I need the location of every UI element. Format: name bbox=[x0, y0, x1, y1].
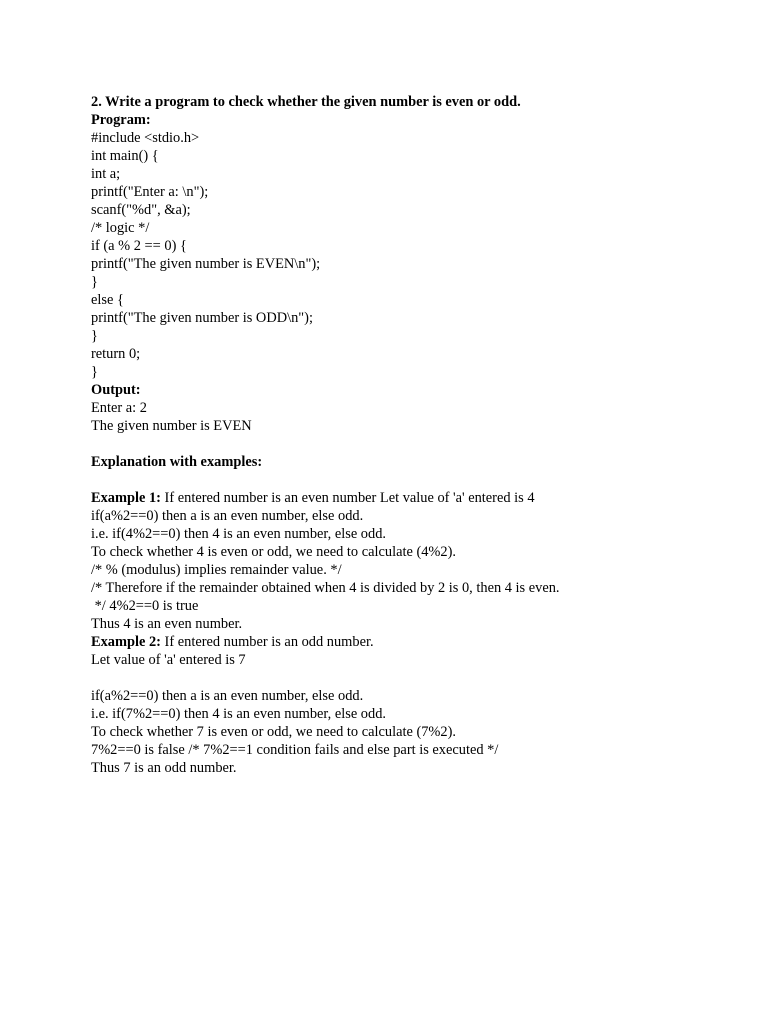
example2-label: Example 2: bbox=[91, 634, 161, 650]
code-line: } bbox=[91, 274, 98, 290]
question-heading: 2. Write a program to check whether the given number is even or odd. bbox=[91, 94, 521, 110]
code-line: #include <stdio.h> bbox=[91, 130, 200, 146]
code-line: printf("The given number is ODD\n"); bbox=[91, 310, 313, 326]
code-line: if (a % 2 == 0) { bbox=[91, 238, 187, 254]
example1-line: if(a%2==0) then a is an even number, else odd. bbox=[91, 508, 364, 524]
example2-line: Let value of 'a' entered is 7 bbox=[91, 652, 246, 668]
example1-first-line bbox=[91, 489, 731, 507]
example2-line: To check whether 7 is even or odd, we need to calculate (7%2). bbox=[91, 724, 457, 740]
document-content bbox=[91, 93, 731, 777]
code-line: scanf("%d", &a); bbox=[91, 202, 191, 218]
example1-intro: If entered number is an even number Let value of 'a' entered is 4 bbox=[160, 490, 535, 506]
code-line: else { bbox=[91, 292, 124, 308]
explanation-heading: Explanation with examples: bbox=[91, 454, 263, 470]
output-line: The given number is EVEN bbox=[91, 418, 252, 434]
program-heading: Program: bbox=[91, 112, 151, 128]
spacer bbox=[91, 471, 731, 489]
example1-line: Thus 4 is an even number. bbox=[91, 616, 243, 632]
code-line: /* logic */ bbox=[91, 220, 150, 236]
example1-label: Example 1: bbox=[91, 490, 161, 506]
code-line: int main() { bbox=[91, 148, 159, 164]
code-line: } bbox=[91, 328, 98, 344]
code-line: printf("The given number is EVEN\n"); bbox=[91, 256, 321, 272]
code-block bbox=[91, 129, 731, 381]
spacer bbox=[91, 669, 731, 687]
spacer bbox=[91, 435, 731, 453]
code-line: printf("Enter a: \n"); bbox=[91, 184, 209, 200]
example2-first-line bbox=[91, 633, 731, 651]
code-line: int a; bbox=[91, 166, 121, 182]
example1-line: To check whether 4 is even or odd, we need to calculate (4%2). bbox=[91, 544, 457, 560]
example2-intro: If entered number is an odd number. bbox=[160, 634, 374, 650]
example2-line: i.e. if(7%2==0) then 4 is an even number, else odd. bbox=[91, 706, 386, 722]
example1-line: /* Therefore if the remainder obtained when 4 is divided by 2 is 0, then 4 is even. bbox=[91, 580, 560, 596]
example1-line: i.e. if(4%2==0) then 4 is an even number, else odd. bbox=[91, 526, 386, 542]
code-line: } bbox=[91, 364, 98, 380]
output-heading: Output: bbox=[91, 382, 141, 398]
example2-line: if(a%2==0) then a is an even number, else odd. bbox=[91, 688, 364, 704]
example2-line: Thus 7 is an odd number. bbox=[91, 760, 237, 776]
output-line: Enter a: 2 bbox=[91, 400, 147, 416]
code-line: return 0; bbox=[91, 346, 141, 362]
example2-line: 7%2==0 is false /* 7%2==1 condition fails and else part is executed */ bbox=[91, 742, 499, 758]
example1-line: */ 4%2==0 is true bbox=[91, 598, 199, 614]
example1-line: /* % (modulus) implies remainder value. */ bbox=[91, 562, 342, 578]
